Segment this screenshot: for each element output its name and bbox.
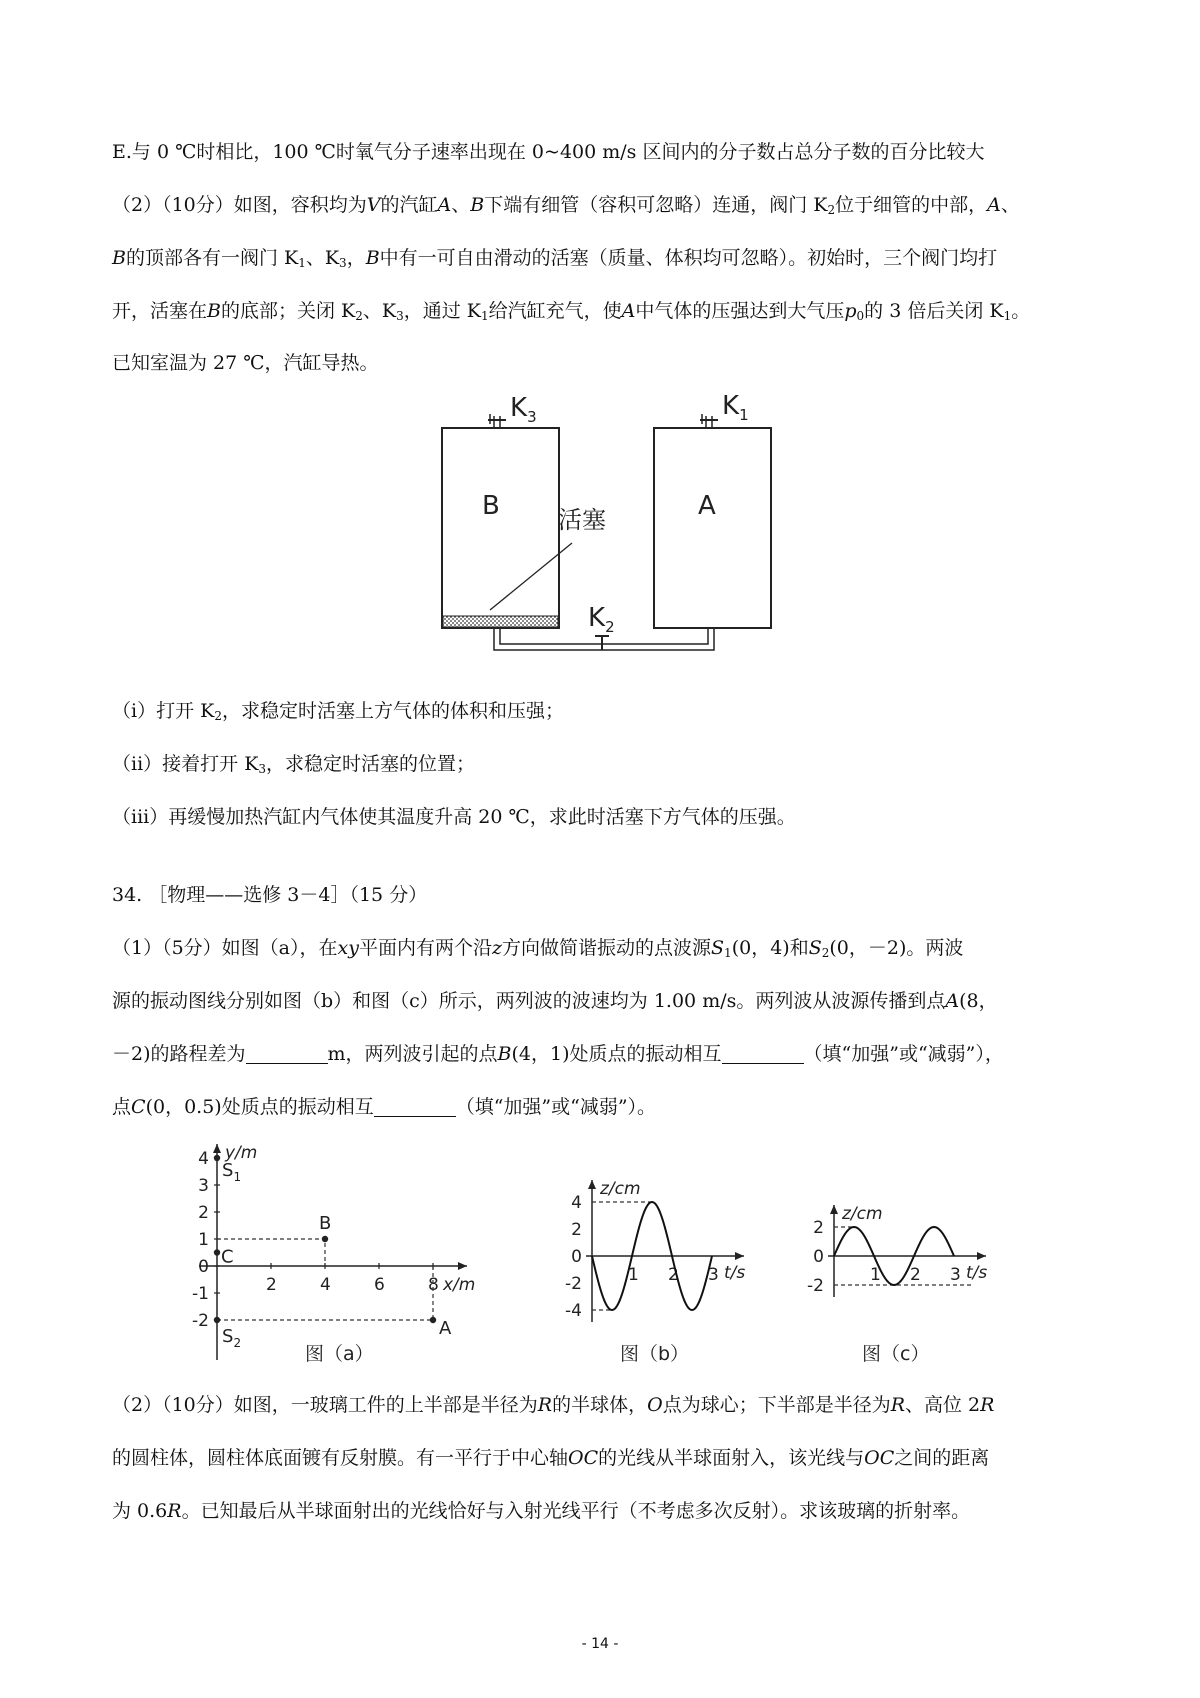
y-tick-label: 3: [198, 1176, 209, 1196]
fig-c-caption: 图（c）: [862, 1343, 930, 1365]
valve-k1: [700, 414, 718, 428]
point-s1: [214, 1155, 220, 1161]
x-axis-label: x/m: [443, 1275, 476, 1295]
y-tick-label: 2: [198, 1203, 209, 1223]
label-k3: $K_3$: [510, 393, 537, 426]
question-2-line-2: B的顶部各有一阀门 $K_1$、$K_3$，B中有一可自由滑动的活塞（质量、体积均可忽略）。初始时，三个阀门均打: [112, 247, 998, 270]
x-axis-arrow: [977, 1252, 986, 1260]
question-34-1-line-3: －2)的路程差为 m，两列波引起的点B(4，1)处质点的振动相互 （填“加强”或“减弱”），: [112, 1043, 1004, 1065]
point-label-b: B: [319, 1213, 332, 1234]
x-axis-arrow: [458, 1262, 467, 1270]
answer-blank-3[interactable]: [374, 1096, 456, 1117]
y-tick-label: 2: [571, 1220, 582, 1240]
point-c: [214, 1249, 220, 1255]
y-axis-arrow: [213, 1144, 221, 1153]
y-tick-label: -4: [565, 1301, 582, 1321]
y-tick-label: -1: [192, 1284, 209, 1304]
question-34-heading: 34. ［物理——选修 3－4］（15 分）: [112, 884, 428, 906]
cylinder-diagram: [430, 388, 770, 670]
y-axis-arrow: [830, 1205, 838, 1214]
fig-b-caption: 图（b）: [620, 1343, 690, 1365]
question-34-2-line-1: （2）（10分）如图，一玻璃工件的上半部是半径为R的半球体，O点为球心；下半部是半径为R、高位 2R: [112, 1394, 995, 1416]
page-number: - 14 -: [581, 1636, 619, 1652]
label-k2: $K_2$: [588, 603, 615, 636]
x-tick-label: 6: [374, 1275, 385, 1295]
question-34-1-line-2: 源的振动图线分别如图（b）和图（c）所示，两列波的波速均为 1.00 m/s。两列波从波源传播到点A(8，: [112, 990, 998, 1012]
x-tick-label: 1: [628, 1265, 639, 1285]
y-tick-label: -2: [565, 1274, 582, 1294]
question-34-1-line-4: 点C(0，0.5)处质点的振动相互 （填“加强”或“减弱”）。: [112, 1096, 657, 1118]
figure-c-chart: [800, 1138, 1020, 1370]
question-2-line-4: 已知室温为 27 ℃，汽缸导热。: [112, 352, 379, 374]
point-label-a: A: [439, 1318, 452, 1339]
figure-a-caption: 图（a）: [305, 1343, 374, 1365]
y-axis-label: z/cm: [842, 1204, 883, 1224]
y-tick-label: -2: [192, 1311, 209, 1331]
y-tick-label: 4: [571, 1193, 582, 1213]
y-tick-label: 2: [813, 1218, 824, 1238]
x-tick-label: 3: [708, 1265, 719, 1285]
y-tick-label: 0: [198, 1257, 209, 1277]
label-k1: $K_1$: [722, 391, 749, 424]
valve-k3: [488, 414, 506, 428]
y-axis-label: y/m: [225, 1143, 258, 1163]
y-axis-label: z/cm: [600, 1179, 641, 1199]
answer-blank-1[interactable]: [246, 1043, 328, 1064]
sub-question-i: （i）打开 $K_2$，求稳定时活塞上方气体的体积和压强；: [112, 700, 564, 723]
x-axis-label: t/s: [724, 1263, 746, 1283]
y-tick-label: -2: [807, 1276, 824, 1296]
cylinder-b: [442, 428, 559, 628]
sub-question-ii: （ii）接着打开 $K_3$，求稳定时活塞的位置；: [112, 753, 476, 776]
point-a: [430, 1317, 436, 1323]
label-a: A: [698, 491, 716, 521]
option-e-text: E.与 0 ℃时相比，100 ℃时氧气分子速率出现在 0~400 m/s 区间内的分子数占总分子数的百分比较大: [112, 141, 985, 163]
question-2-line-3: 开，活塞在B的底部；关闭 $K_2$、$K_3$，通过 $K_1$给汽缸充气，使A中气体的压强达到大气压$p_0$的 3 倍后关闭 $K_1$。: [112, 300, 1031, 323]
question-34-2-line-3: 为 0.6R。已知最后从半球面射出的光线恰好与入射光线平行（不考虑多次反射）。求该玻璃的折射率。: [112, 1500, 971, 1522]
x-tick-label: 3: [950, 1265, 961, 1285]
figure-b-chart: [560, 1138, 780, 1370]
question-34-1-line-1: （1）（5分）如图（a），在xy平面内有两个沿z方向做简谐振动的点波源$S_1(0$，4)和$S_2(0$，－2)。两波: [112, 937, 964, 960]
x-axis-label: t/s: [966, 1263, 988, 1283]
cylinder-a: [654, 428, 771, 628]
y-tick-label: 0: [571, 1247, 582, 1267]
x-tick-label: 4: [320, 1275, 331, 1295]
y-tick-label: 0: [813, 1247, 824, 1267]
point-label-c: C: [221, 1246, 234, 1268]
y-axis-arrow: [588, 1180, 596, 1189]
sub-question-iii: （iii）再缓慢加热汽缸内气体使其温度升高 20 ℃，求此时活塞下方气体的压强。: [112, 806, 796, 828]
point-b: [322, 1236, 328, 1242]
point-s2: [214, 1317, 220, 1323]
answer-blank-2[interactable]: [722, 1043, 804, 1064]
question-34-2-line-2: 的圆柱体，圆柱体底面镀有反射膜。有一平行于中心轴OC的光线从半球面射入，该光线与OC之间的距离: [112, 1447, 990, 1469]
point-label-s1: $S_1$: [222, 1160, 242, 1184]
x-tick-label: 2: [910, 1265, 921, 1285]
figure-a-chart: [192, 1138, 515, 1370]
valve-k2: [595, 636, 609, 650]
piston: [443, 616, 558, 627]
x-tick-label: 1: [870, 1265, 881, 1285]
question-2-line-1: （2）（10分）如图，容积均为V的汽缸A、B下端有细管（容积可忽略）连通，阀门 $K_2$位于细管的中部，A、: [112, 194, 1020, 217]
x-tick-label: 8: [428, 1275, 439, 1295]
label-b: B: [482, 491, 500, 521]
x-tick-label: 2: [668, 1265, 679, 1285]
x-axis-arrow: [735, 1252, 744, 1260]
y-tick-label: 4: [198, 1149, 209, 1169]
label-piston: 活塞: [558, 506, 606, 534]
y-tick-label: 1: [198, 1230, 209, 1250]
x-tick-label: 2: [266, 1275, 277, 1295]
point-label-s2: $S_2$: [222, 1326, 242, 1350]
